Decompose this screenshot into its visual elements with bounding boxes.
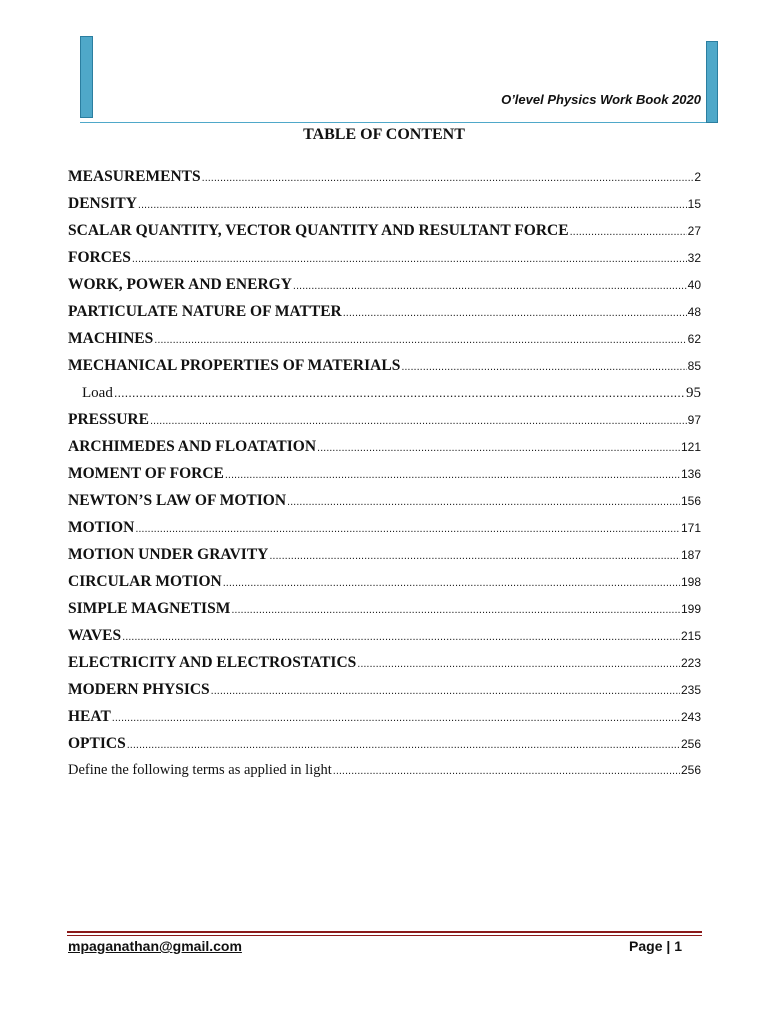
toc-entry-page: 97: [687, 413, 701, 427]
toc-entry[interactable]: [68, 541, 701, 568]
toc-leader: [333, 758, 680, 785]
toc-entry-title: MOMENT OF FORCE: [68, 465, 224, 482]
toc-entry-title: HEAT: [68, 708, 111, 725]
footer-page-number: Page | 1: [629, 938, 682, 954]
toc-entry-title: PARTICULATE NATURE OF MATTER: [68, 303, 342, 320]
toc-entry-page: 223: [680, 656, 701, 670]
toc-leader: [150, 408, 687, 435]
toc-entry[interactable]: [68, 298, 701, 325]
toc-entry-title: NEWTON’S LAW OF MOTION: [68, 492, 287, 509]
toc-entry[interactable]: [68, 352, 701, 379]
toc-leader: [317, 435, 680, 462]
toc-entry-title: SIMPLE MAGNETISM: [68, 600, 231, 617]
toc-entry[interactable]: [68, 487, 701, 514]
toc-entry-page: 198: [680, 575, 701, 589]
toc-entry[interactable]: [68, 568, 701, 595]
toc-leader: [138, 192, 687, 219]
toc-leader: [570, 219, 687, 246]
toc-entry-title: FORCES: [68, 249, 131, 266]
toc-entry[interactable]: [68, 595, 701, 622]
toc-entry-title: OPTICS: [68, 735, 126, 752]
toc-entry-title: MODERN PHYSICS: [68, 681, 210, 698]
header-divider: [80, 122, 706, 123]
toc-entry-page: 136: [680, 467, 701, 481]
toc-leader: [122, 624, 680, 651]
toc-entry-page: 62: [687, 332, 701, 346]
toc-entry-page: 40: [687, 278, 701, 292]
toc-entry-page: 95: [686, 385, 701, 401]
toc-leader: [269, 543, 680, 570]
toc-leader: [135, 516, 680, 543]
toc-entry[interactable]: [68, 244, 701, 271]
toc-entry[interactable]: [68, 730, 701, 757]
toc-entry[interactable]: [68, 190, 701, 217]
toc-entry[interactable]: [68, 271, 701, 298]
toc-entry-title: MOTION: [68, 519, 135, 536]
toc-entry-page: 27: [687, 224, 701, 238]
toc-entry-page: 48: [687, 305, 701, 319]
toc-entry[interactable]: [68, 676, 701, 703]
toc-entry-title: CIRCULAR MOTION: [68, 573, 222, 590]
toc-heading: TABLE OF CONTENT: [303, 126, 465, 143]
toc-subentry[interactable]: [68, 757, 701, 784]
toc-leader: [154, 327, 686, 354]
toc-entry-page: 199: [680, 602, 701, 616]
toc-entry-title: MOTION UNDER GRAVITY: [68, 546, 269, 563]
toc-leader: [401, 354, 686, 381]
toc-entry[interactable]: [68, 406, 701, 433]
toc-entry-title: ELECTRICITY AND ELECTROSTATICS: [68, 654, 357, 671]
toc-entry[interactable]: [68, 649, 701, 676]
toc-leader: [211, 678, 680, 705]
footer-email-link[interactable]: mpaganathan@gmail.com: [68, 938, 242, 954]
header-accent-bar-right: [706, 41, 718, 123]
header-title: O’level Physics Work Book 2020: [501, 92, 701, 107]
toc-leader: [223, 570, 680, 597]
toc-entry-page: 156: [680, 494, 701, 508]
toc-entry[interactable]: [68, 163, 701, 190]
toc-subentry[interactable]: [68, 379, 701, 406]
toc-leader: [114, 379, 685, 406]
toc-leader: [357, 651, 680, 678]
toc-entry-title: MEASUREMENTS: [68, 168, 201, 185]
toc-entry-page: 187: [680, 548, 701, 562]
toc-leader: [225, 462, 680, 489]
toc-leader: [293, 273, 687, 300]
toc-entry-title: DENSITY: [68, 195, 137, 212]
toc-entry-page: 235: [680, 683, 701, 697]
toc-entry-title: ARCHIMEDES AND FLOATATION: [68, 438, 317, 455]
toc-entry-page: 256: [680, 763, 701, 777]
toc-entry[interactable]: [68, 433, 701, 460]
table-of-contents: [68, 163, 701, 784]
footer-divider-thick: [67, 931, 702, 933]
toc-leader: [127, 732, 680, 759]
toc-entry-title: SCALAR QUANTITY, VECTOR QUANTITY AND RESULTANT FORCE: [68, 222, 569, 239]
toc-entry-page: 15: [687, 197, 701, 211]
toc-entry-page: 32: [687, 251, 701, 265]
toc-entry[interactable]: [68, 514, 701, 541]
toc-entry-title: Define the following terms as applied in light: [68, 762, 332, 778]
toc-entry-page: 85: [687, 359, 701, 373]
toc-entry[interactable]: [68, 217, 701, 244]
toc-entry-title: WORK, POWER AND ENERGY: [68, 276, 292, 293]
toc-entry-page: 171: [680, 521, 701, 535]
toc-entry-page: 121: [680, 440, 701, 454]
toc-entry-page: 2: [694, 170, 701, 184]
toc-entry[interactable]: [68, 325, 701, 352]
toc-leader: [287, 489, 680, 516]
toc-entry-title: WAVES: [68, 627, 122, 644]
footer-divider-thin: [67, 935, 702, 936]
toc-leader: [202, 165, 694, 192]
toc-entry-title: MECHANICAL PROPERTIES OF MATERIALS: [68, 357, 401, 374]
toc-entry-page: 215: [680, 629, 701, 643]
toc-entry-title: MACHINES: [68, 330, 154, 347]
toc-entry-page: 243: [680, 710, 701, 724]
toc-entry[interactable]: [68, 703, 701, 730]
toc-leader: [132, 246, 687, 273]
toc-entry-title: PRESSURE: [68, 411, 149, 428]
header-accent-bar-left: [80, 36, 93, 118]
toc-entry-page: 256: [680, 737, 701, 751]
toc-entry[interactable]: [68, 622, 701, 649]
toc-leader: [231, 597, 680, 624]
toc-entry[interactable]: [68, 460, 701, 487]
toc-leader: [112, 705, 680, 732]
toc-entry-title: Load: [82, 385, 113, 401]
toc-leader: [343, 300, 687, 327]
